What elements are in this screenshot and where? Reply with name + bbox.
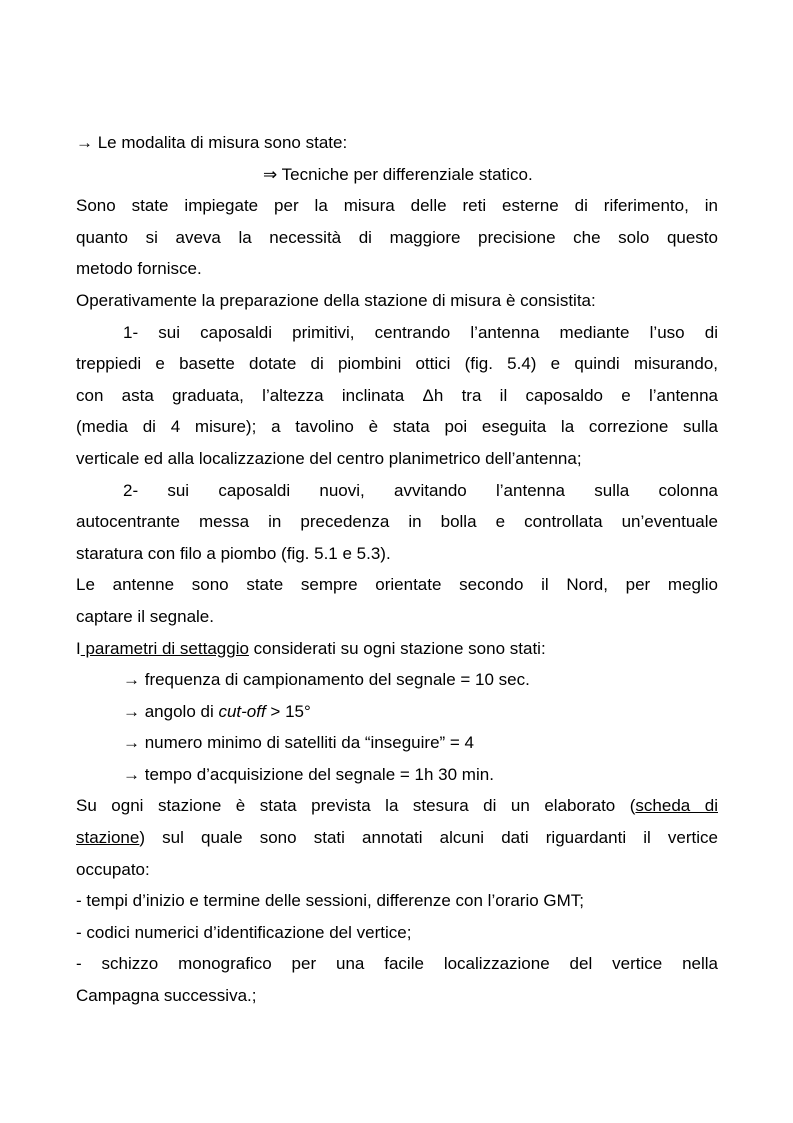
- text-span: > 15°: [265, 701, 311, 721]
- param-cutoff-angle: [76, 696, 718, 728]
- text-line: verticale ed alla localizzazione del centro planimetrico dell’antenna;: [76, 448, 582, 468]
- text-line: (media di 4 misure); a tavolino è stata poi eseguita la correzione sulla: [76, 417, 718, 437]
- text-span: Su ogni stazione è stata prevista la stesura di un elaborato (: [76, 796, 636, 816]
- text-line: 1- sui caposaldi primitivi, centrando l’antenna mediante l’uso di: [123, 322, 718, 342]
- text-span: ) sul quale sono stati annotati alcuni dati riguardanti il vertice: [139, 828, 718, 848]
- paragraph-antennas: [76, 569, 718, 632]
- technique-label: ⇒ Tecniche per differenziale statico.: [263, 164, 533, 184]
- text-line: quanto si aveva la necessità di maggiore precisione che solo questo: [76, 227, 718, 247]
- text-line: Le antenne sono state sempre orientate secondo il Nord, per meglio: [76, 575, 718, 595]
- param-min-satellites: → numero minimo di satelliti da “inseguire” = 4: [123, 733, 475, 753]
- paragraph-preparation: Operativamente la preparazione della stazione di misura è consistita:: [76, 290, 596, 310]
- text-line: staratura con filo a piombo (fig. 5.1 e 5.3).: [76, 543, 391, 563]
- text-span: I: [76, 638, 81, 658]
- text-line: Sono state impiegate per la misura delle reti esterne di riferimento, in: [76, 196, 718, 216]
- text-line: con asta graduata, l’altezza inclinata Δh tra il caposaldo e l’antenna: [76, 385, 718, 405]
- paragraph-usage: [76, 190, 718, 285]
- text-line: captare il segnale.: [76, 606, 214, 626]
- text-line: [76, 790, 718, 822]
- paragraph-point-1: [76, 317, 718, 475]
- text-line: [76, 822, 718, 854]
- param-acquisition-time: → tempo d’acquisizione del segnale = 1h 30 min.: [123, 764, 494, 784]
- text-line: - schizzo monografico per una facile localizzazione del vertice nella: [76, 954, 718, 974]
- item-monographic-sketch: [76, 948, 718, 1011]
- paragraph-point-2: [76, 475, 718, 570]
- measurement-modes-heading: → Le modalita di misura sono state:: [76, 133, 348, 152]
- text-line: treppiedi e basette dotate di piombini ottici (fig. 5.4) e quindi misurando,: [76, 354, 718, 374]
- item-session-times: - tempi d’inizio e termine delle sessioni, differenze con l’orario GMT;: [76, 891, 585, 911]
- paragraph-station-sheet: [76, 790, 718, 885]
- document-body: [76, 127, 718, 1012]
- paragraph-parameters: [76, 633, 718, 665]
- text-span: considerati su ogni stazione sono stati:: [248, 638, 546, 658]
- cutoff-italic: cut-off: [218, 701, 266, 721]
- text-line: autocentrante messa in precedenza in bolla e controllata un’eventuale: [76, 512, 718, 532]
- param-sampling-frequency: → frequenza di campionamento del segnale = 10 sec.: [123, 670, 530, 690]
- parameters-underlined: parametri di settaggio: [80, 638, 249, 658]
- text-line: metodo fornisce.: [76, 259, 202, 279]
- text-span: → angolo di: [123, 701, 219, 721]
- station-underlined: stazione: [76, 828, 140, 848]
- text-line: 2- sui caposaldi nuovi, avvitando l’antenna sulla colonna: [123, 480, 718, 500]
- item-vertex-codes: - codici numerici d’identificazione del vertice;: [76, 922, 412, 942]
- text-line: Campagna successiva.;: [76, 986, 257, 1006]
- station-sheet-underlined: scheda di: [635, 796, 718, 816]
- text-line: occupato:: [76, 859, 150, 879]
